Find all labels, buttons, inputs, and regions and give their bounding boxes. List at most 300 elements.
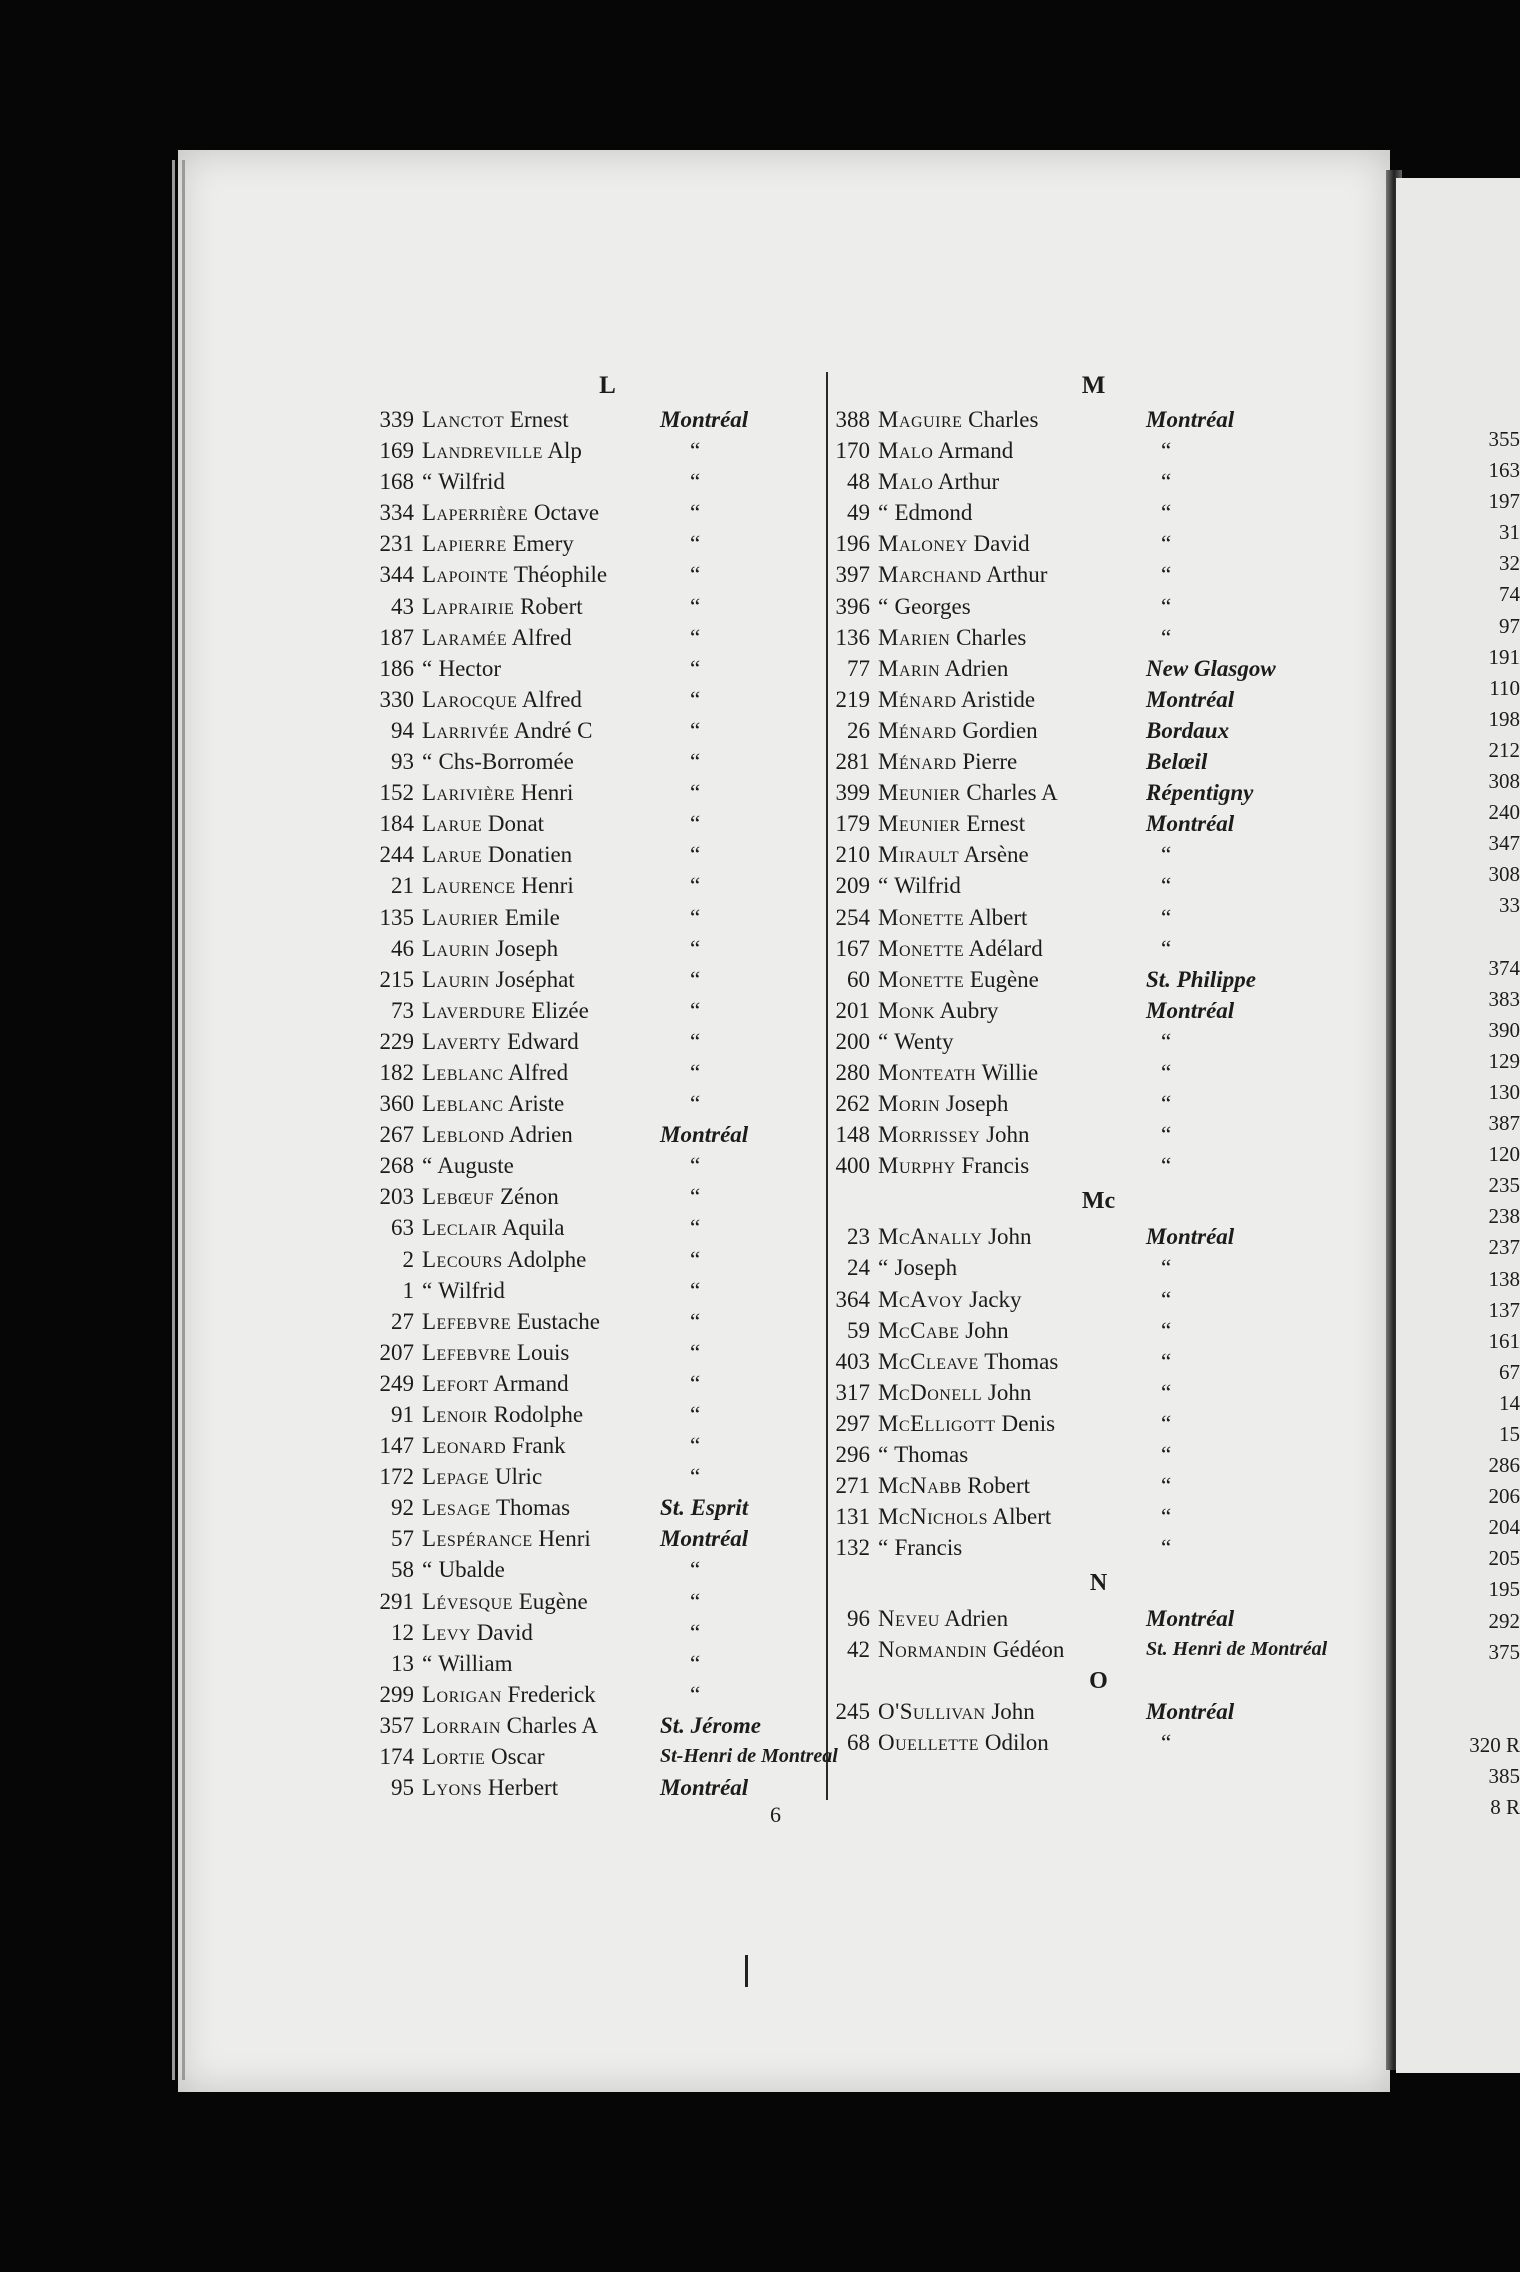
entry-name bbox=[422, 808, 544, 839]
entry-place: “ bbox=[690, 997, 701, 1023]
entry-number: 357 bbox=[379, 1712, 414, 1738]
entry-number: 57 bbox=[391, 1526, 414, 1552]
directory-entry bbox=[786, 1696, 1271, 1727]
entry-name bbox=[422, 870, 574, 901]
entry-number: 170 bbox=[835, 438, 870, 464]
entry-number: 73 bbox=[391, 997, 414, 1023]
entry-given-name: John bbox=[991, 1698, 1035, 1724]
directory-entry bbox=[330, 870, 790, 901]
entry-place: St. Jérome bbox=[660, 1712, 761, 1738]
entry-place: “ bbox=[690, 1028, 701, 1054]
entry-number: 63 bbox=[391, 1215, 414, 1241]
entry-number: 96 bbox=[847, 1606, 870, 1632]
entry-number: 280 bbox=[835, 1059, 870, 1085]
entry-given-name: Gédéon bbox=[992, 1637, 1065, 1663]
directory-entry bbox=[330, 684, 790, 715]
directory-entry bbox=[330, 1461, 790, 1492]
entry-place: “ bbox=[690, 1184, 701, 1210]
entry-place: “ bbox=[690, 500, 701, 526]
edge-number: 387 bbox=[1488, 1111, 1520, 1136]
edge-number: 197 bbox=[1488, 489, 1520, 514]
entry-given-name: Charles A bbox=[966, 780, 1058, 806]
edge-number: 347 bbox=[1488, 831, 1520, 856]
entry-name bbox=[878, 808, 1025, 839]
entry-name bbox=[422, 1617, 533, 1648]
entry-given-name: Eugène bbox=[518, 1588, 588, 1614]
entry-number: 219 bbox=[835, 686, 870, 712]
entry-name bbox=[422, 1523, 591, 1554]
entry-number: 182 bbox=[379, 1059, 414, 1085]
directory-entry bbox=[330, 497, 790, 528]
entry-place: “ bbox=[1161, 1059, 1172, 1085]
entry-given-name: Thomas bbox=[894, 1442, 969, 1467]
directory-entry bbox=[786, 1026, 1271, 1057]
entry-name bbox=[878, 1088, 1008, 1119]
entry-surname: Larue bbox=[422, 842, 483, 868]
entry-place: “ bbox=[690, 1650, 701, 1676]
entry-surname: Larocque bbox=[422, 686, 518, 712]
entry-place: “ bbox=[690, 1681, 701, 1707]
entry-surname: Landreville bbox=[422, 438, 543, 464]
directory-entry bbox=[330, 1088, 790, 1119]
entry-given-name: Théophile bbox=[513, 562, 608, 588]
edge-number: 385 bbox=[1488, 1764, 1520, 1789]
entry-number: 229 bbox=[379, 1028, 414, 1054]
entry-given-name: Eustache bbox=[516, 1308, 600, 1334]
entry-place: Montréal bbox=[660, 1122, 749, 1148]
directory-entry bbox=[330, 1057, 790, 1088]
directory-entry bbox=[786, 1150, 1271, 1181]
directory-entry bbox=[330, 933, 790, 964]
entry-number: 48 bbox=[847, 469, 870, 495]
entry-number: 291 bbox=[379, 1588, 414, 1614]
entry-given-name: Odilon bbox=[984, 1729, 1049, 1755]
entry-surname: Larue bbox=[422, 811, 483, 837]
entry-given-name: John bbox=[988, 1224, 1032, 1250]
directory-entry bbox=[330, 404, 790, 435]
directory-entry bbox=[330, 808, 790, 839]
entry-given-name: Oscar bbox=[490, 1744, 545, 1770]
entry-surname: “ bbox=[422, 469, 433, 495]
entry-place: “ bbox=[690, 935, 701, 961]
entry-place: “ bbox=[690, 780, 701, 806]
entry-surname: Monette bbox=[878, 904, 965, 930]
entry-name bbox=[422, 1150, 514, 1181]
entry-name bbox=[422, 559, 607, 590]
edge-number: 238 bbox=[1488, 1204, 1520, 1229]
directory-entry bbox=[330, 1150, 790, 1181]
edge-number: 374 bbox=[1488, 955, 1520, 980]
edge-number: 235 bbox=[1488, 1173, 1520, 1198]
entry-surname: “ bbox=[422, 1277, 433, 1303]
entry-number: 403 bbox=[835, 1348, 870, 1374]
entry-surname: Monteath bbox=[878, 1059, 977, 1085]
left-column bbox=[330, 368, 838, 1803]
entry-number: 244 bbox=[379, 842, 414, 868]
entry-name bbox=[422, 1741, 545, 1772]
edge-number: 308 bbox=[1488, 862, 1520, 887]
entry-place: “ bbox=[690, 593, 701, 619]
entry-surname: Ménard bbox=[878, 686, 957, 712]
entry-name bbox=[878, 1603, 1008, 1634]
entry-place: “ bbox=[690, 531, 701, 557]
stray-mark bbox=[745, 1955, 748, 1987]
entry-place: “ bbox=[690, 842, 701, 868]
entry-number: 249 bbox=[379, 1370, 414, 1396]
entry-surname: Meunier bbox=[878, 811, 961, 837]
entry-place: St. Esprit bbox=[660, 1495, 749, 1521]
entry-name bbox=[422, 715, 592, 746]
section-heading-m: M bbox=[1081, 372, 1106, 399]
directory-entry bbox=[330, 622, 790, 653]
entry-place: “ bbox=[1161, 1379, 1172, 1405]
page-edge bbox=[172, 160, 175, 2080]
entry-given-name: Denis bbox=[1001, 1410, 1056, 1436]
entry-name bbox=[878, 1252, 957, 1283]
edge-number: 383 bbox=[1488, 986, 1520, 1011]
entry-number: 339 bbox=[379, 407, 414, 432]
directory-entry bbox=[786, 528, 1271, 559]
directory-entry bbox=[330, 1119, 790, 1150]
edge-number: 130 bbox=[1488, 1079, 1520, 1104]
entry-number: 364 bbox=[835, 1286, 870, 1312]
directory-entry bbox=[330, 1648, 790, 1679]
entry-name bbox=[422, 684, 582, 715]
entry-surname: “ bbox=[878, 593, 889, 619]
entry-number: 209 bbox=[835, 873, 870, 899]
edge-letter: R bbox=[1500, 1732, 1520, 1757]
entry-given-name: Edward bbox=[507, 1028, 579, 1054]
entry-name bbox=[878, 777, 1058, 808]
entry-number: 58 bbox=[391, 1557, 414, 1583]
entry-place: “ bbox=[1161, 1442, 1172, 1467]
entry-surname: Lebœuf bbox=[422, 1184, 495, 1210]
entry-given-name: Elizée bbox=[531, 997, 589, 1023]
edge-number: 191 bbox=[1488, 644, 1520, 669]
entry-place: “ bbox=[690, 717, 701, 743]
entry-surname: Ouellette bbox=[878, 1729, 980, 1755]
entry-given-name: Gordien bbox=[962, 717, 1038, 743]
entry-place: “ bbox=[1161, 1729, 1172, 1755]
entry-given-name: Albert bbox=[968, 904, 1028, 930]
entry-name bbox=[422, 1244, 586, 1275]
entry-name bbox=[878, 1284, 1022, 1315]
edge-number: 120 bbox=[1488, 1142, 1520, 1167]
edge-number: 206 bbox=[1488, 1484, 1520, 1509]
entry-surname: Normandin bbox=[878, 1637, 988, 1663]
entry-given-name: Charles bbox=[956, 624, 1027, 650]
entry-name bbox=[878, 528, 1030, 559]
entry-surname: Laprairie bbox=[422, 593, 515, 619]
directory-entry bbox=[330, 1772, 790, 1803]
edge-number: 240 bbox=[1488, 800, 1520, 825]
edge-number: 205 bbox=[1488, 1546, 1520, 1571]
entry-name bbox=[878, 1532, 962, 1563]
directory-entry bbox=[786, 1284, 1271, 1315]
entry-number: 21 bbox=[391, 873, 414, 899]
directory-entry bbox=[786, 591, 1271, 622]
entry-surname: “ bbox=[422, 655, 433, 681]
entry-name bbox=[878, 1696, 1035, 1727]
directory-entry bbox=[330, 1212, 790, 1243]
entry-place: “ bbox=[1161, 500, 1172, 526]
entry-place: Montréal bbox=[1146, 811, 1235, 837]
entry-number: 215 bbox=[379, 966, 414, 992]
edge-number: 204 bbox=[1488, 1515, 1520, 1540]
entry-given-name: Wenty bbox=[894, 1028, 954, 1054]
entry-number: 12 bbox=[391, 1619, 414, 1645]
entry-surname: Larivière bbox=[422, 780, 516, 806]
directory-entry bbox=[786, 1603, 1271, 1634]
entry-surname: Lortie bbox=[422, 1744, 486, 1770]
entry-place: “ bbox=[690, 1246, 701, 1272]
entry-place: “ bbox=[1161, 1122, 1172, 1148]
page-edge bbox=[182, 160, 185, 2080]
entry-number: 174 bbox=[379, 1744, 414, 1770]
entry-place: Répentigny bbox=[1146, 780, 1254, 806]
entry-place: “ bbox=[1161, 1535, 1172, 1561]
entry-number: 187 bbox=[379, 624, 414, 650]
entry-given-name: Adrien bbox=[508, 1122, 573, 1148]
directory-entry bbox=[786, 684, 1271, 715]
entry-place: “ bbox=[690, 1091, 701, 1117]
entry-number: 59 bbox=[847, 1317, 870, 1343]
entry-given-name: Emile bbox=[504, 904, 560, 930]
entry-place: “ bbox=[690, 1059, 701, 1085]
entry-place: “ bbox=[690, 1433, 701, 1459]
entry-name bbox=[878, 1119, 1030, 1150]
entry-surname: Mirault bbox=[878, 842, 960, 868]
entry-surname: McCabe bbox=[878, 1317, 960, 1343]
entry-name bbox=[878, 839, 1029, 870]
entry-given-name: Adélard bbox=[968, 935, 1043, 961]
entry-surname: Maguire bbox=[878, 407, 963, 432]
entry-name bbox=[422, 933, 558, 964]
entry-number: 396 bbox=[835, 593, 870, 619]
entry-place: “ bbox=[1161, 562, 1172, 588]
entry-number: 231 bbox=[379, 531, 414, 557]
entry-place: “ bbox=[690, 1619, 701, 1645]
directory-entry bbox=[330, 466, 790, 497]
entry-surname: McNichols bbox=[878, 1504, 989, 1530]
edge-number: 74 bbox=[1499, 582, 1520, 607]
entry-name bbox=[878, 964, 1039, 995]
entry-surname: Lévesque bbox=[422, 1588, 513, 1614]
entry-place: “ bbox=[690, 1153, 701, 1179]
entry-name bbox=[422, 902, 560, 933]
entry-surname: O'Sullivan bbox=[878, 1698, 986, 1724]
entry-place: “ bbox=[690, 438, 701, 464]
directory-entry bbox=[330, 839, 790, 870]
entry-place: “ bbox=[1161, 1153, 1172, 1179]
directory-entry bbox=[786, 839, 1271, 870]
entry-given-name: Wilfrid bbox=[438, 1277, 505, 1303]
entry-given-name: Ernest bbox=[509, 407, 569, 432]
entry-surname: Monette bbox=[878, 966, 965, 992]
entry-given-name: Emery bbox=[512, 531, 574, 557]
entry-given-name: Henri bbox=[520, 780, 574, 806]
entry-number: 397 bbox=[835, 562, 870, 588]
entry-name bbox=[422, 1337, 569, 1368]
entry-number: 399 bbox=[835, 780, 870, 806]
directory-entry bbox=[330, 528, 790, 559]
entry-number: 42 bbox=[847, 1637, 870, 1663]
entry-given-name: Zénon bbox=[499, 1184, 559, 1210]
entry-given-name: John bbox=[986, 1122, 1030, 1148]
entry-surname: Morrissey bbox=[878, 1122, 981, 1148]
entry-given-name: Hector bbox=[438, 655, 502, 681]
entry-surname: Lapointe bbox=[422, 562, 509, 588]
directory-entry bbox=[786, 1727, 1271, 1758]
directory-entry bbox=[330, 1554, 790, 1585]
entry-given-name: Eugène bbox=[969, 966, 1039, 992]
directory-entry bbox=[330, 559, 790, 590]
entry-name bbox=[422, 1119, 573, 1150]
entry-name bbox=[422, 435, 582, 466]
entry-name bbox=[878, 995, 998, 1026]
entry-surname: Laramée bbox=[422, 624, 508, 650]
directory-entry bbox=[330, 746, 790, 777]
entry-name bbox=[878, 1026, 954, 1057]
entry-number: 330 bbox=[379, 686, 414, 712]
entry-given-name: Alp bbox=[547, 438, 582, 464]
right-column bbox=[786, 368, 1328, 1758]
directory-entry bbox=[786, 777, 1271, 808]
entry-place: Montréal bbox=[660, 1526, 749, 1552]
directory-entry bbox=[786, 715, 1271, 746]
directory-entry bbox=[330, 1492, 790, 1523]
entry-surname: Malo bbox=[878, 438, 934, 464]
entry-name bbox=[422, 1275, 505, 1306]
entry-surname: Lesage bbox=[422, 1495, 491, 1521]
entry-surname: “ bbox=[878, 1255, 889, 1281]
entry-surname: Neveu bbox=[878, 1606, 940, 1632]
entry-given-name: Thomas bbox=[495, 1495, 571, 1521]
page-number: 6 bbox=[770, 1802, 781, 1827]
entry-name bbox=[878, 1377, 1031, 1408]
entry-given-name: Francis bbox=[961, 1153, 1030, 1179]
entry-name bbox=[422, 1648, 513, 1679]
entry-place: “ bbox=[690, 1588, 701, 1614]
entry-place: “ bbox=[1161, 1091, 1172, 1117]
directory-entry bbox=[330, 1586, 790, 1617]
entry-number: 400 bbox=[835, 1153, 870, 1179]
entry-place: Montréal bbox=[1146, 997, 1235, 1023]
entry-number: 360 bbox=[379, 1091, 414, 1117]
entry-number: 147 bbox=[379, 1433, 414, 1459]
entry-surname: Lanctot bbox=[422, 407, 505, 432]
entry-name bbox=[422, 1772, 558, 1803]
entry-number: 201 bbox=[835, 997, 870, 1023]
edge-number: 8 R bbox=[1490, 1795, 1520, 1820]
entry-given-name: Frank bbox=[511, 1433, 566, 1459]
entry-number: 26 bbox=[847, 717, 870, 743]
entry-number: 1 bbox=[402, 1277, 414, 1303]
entry-given-name: Robert bbox=[520, 593, 583, 619]
edge-number: 31 bbox=[1499, 520, 1520, 545]
entry-place: “ bbox=[1161, 1348, 1172, 1374]
directory-entry bbox=[786, 1408, 1271, 1439]
entry-name bbox=[422, 1430, 566, 1461]
entry-given-name: Donatien bbox=[487, 842, 573, 868]
entry-surname: Laverdure bbox=[422, 997, 526, 1023]
entry-place: “ bbox=[690, 1464, 701, 1490]
entry-name bbox=[878, 902, 1027, 933]
entry-place: “ bbox=[690, 749, 701, 775]
entry-number: 167 bbox=[835, 935, 870, 961]
entry-surname: Laverty bbox=[422, 1028, 502, 1054]
entry-given-name: Wilfrid bbox=[894, 873, 961, 899]
entry-surname: Lefebvre bbox=[422, 1339, 512, 1365]
entry-surname: Leonard bbox=[422, 1433, 507, 1459]
entry-place: “ bbox=[1161, 593, 1172, 619]
entry-place: Montréal bbox=[1146, 1606, 1235, 1632]
entry-number: 179 bbox=[835, 811, 870, 837]
entry-name bbox=[422, 839, 572, 870]
entry-surname: Monette bbox=[878, 935, 965, 961]
entry-name bbox=[422, 1461, 542, 1492]
entry-surname: Levy bbox=[422, 1619, 471, 1645]
entry-number: 91 bbox=[391, 1402, 414, 1427]
entry-surname: Laurin bbox=[422, 935, 490, 961]
entry-number: 43 bbox=[391, 593, 414, 619]
entry-given-name: Robert bbox=[967, 1473, 1030, 1499]
entry-place: “ bbox=[1161, 873, 1172, 899]
entry-place: “ bbox=[1161, 904, 1172, 930]
directory-entry bbox=[786, 1439, 1271, 1470]
entry-given-name: John bbox=[987, 1379, 1032, 1405]
entry-number: 94 bbox=[391, 717, 414, 743]
entry-number: 135 bbox=[379, 904, 414, 930]
entry-place: “ bbox=[690, 1215, 701, 1241]
entry-surname: Lyons bbox=[422, 1775, 483, 1801]
entry-given-name: Pierre bbox=[962, 749, 1018, 775]
entry-given-name: Francis bbox=[894, 1535, 963, 1561]
directory-entry bbox=[786, 870, 1271, 901]
entry-name bbox=[422, 466, 505, 497]
entry-given-name: Chs-Borromée bbox=[438, 749, 574, 775]
directory-entry bbox=[330, 1306, 790, 1337]
directory-entry bbox=[786, 964, 1271, 995]
edge-number: 195 bbox=[1488, 1577, 1520, 1602]
entry-place: “ bbox=[690, 686, 701, 712]
entry-surname: Laurin bbox=[422, 966, 490, 992]
entry-name bbox=[878, 933, 1043, 964]
entry-given-name: Thomas bbox=[984, 1348, 1059, 1374]
entry-given-name: Ariste bbox=[508, 1091, 565, 1117]
entry-name bbox=[422, 1679, 596, 1710]
entry-surname: Lefebvre bbox=[422, 1308, 512, 1334]
edge-number: 14 bbox=[1499, 1390, 1520, 1415]
entry-place: “ bbox=[1161, 935, 1172, 961]
entry-given-name: Ulric bbox=[494, 1464, 543, 1490]
entry-given-name: Adolphe bbox=[507, 1246, 587, 1272]
entry-given-name: Edmond bbox=[894, 500, 973, 526]
entry-number: 317 bbox=[835, 1379, 870, 1405]
entry-surname: Leblond bbox=[422, 1122, 505, 1148]
edge-number: 320 R bbox=[1469, 1732, 1520, 1757]
edge-number: 129 bbox=[1488, 1048, 1520, 1073]
entry-surname: Laperrière bbox=[422, 500, 529, 526]
entry-surname: McElligott bbox=[878, 1410, 996, 1436]
directory-entry bbox=[330, 1679, 790, 1710]
entry-name bbox=[422, 1586, 588, 1617]
entry-given-name: Henri bbox=[538, 1526, 591, 1552]
entry-given-name: Joseph bbox=[945, 1091, 1009, 1117]
entry-surname: Lorigan bbox=[422, 1681, 502, 1707]
entry-surname: Monk bbox=[878, 997, 936, 1023]
entry-place: “ bbox=[1161, 1410, 1172, 1436]
